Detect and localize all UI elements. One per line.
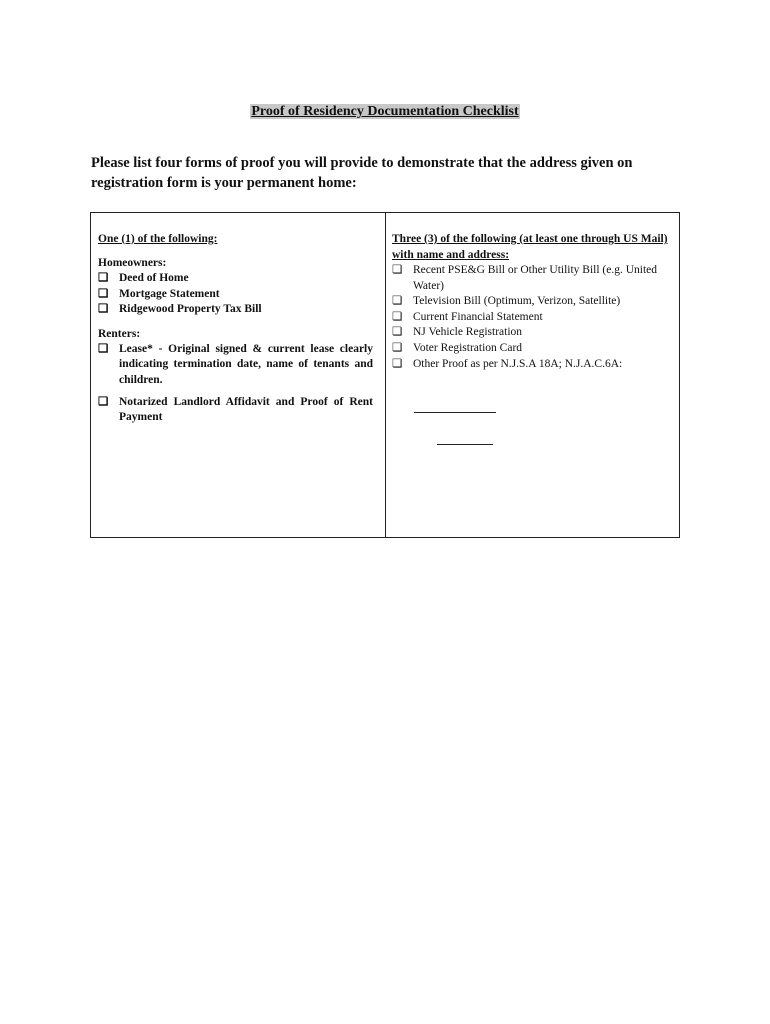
list-item[interactable] [392,294,672,310]
checkbox-icon[interactable]: ❏ [392,295,403,308]
list-item[interactable] [98,395,373,426]
intro-text: Please list four forms of proof you will provide to demonstrate that the address given on registration form is your permanent home: [91,155,633,191]
checkbox-icon[interactable]: ❏ [392,310,403,323]
list-item[interactable] [98,287,373,303]
list-item[interactable] [392,325,672,341]
other-proof-blank-line-2[interactable] [437,444,493,445]
checklist-table [90,212,680,538]
document-title: Proof of Residency Documentation Checklist [251,104,519,119]
item-label: Voter Registration Card [413,341,523,354]
item-label: Ridgewood Property Tax Bill [119,303,262,316]
item-label: Notarized Landlord Affidavit and Proof of Rent Payment [119,395,373,424]
list-item[interactable] [98,271,373,287]
left-column [98,231,373,426]
list-item[interactable] [392,263,672,294]
checkbox-icon[interactable]: ❏ [392,326,403,339]
item-label: Current Financial Statement [413,310,543,323]
homeowners-label: Homeowners: [98,257,167,269]
right-column [392,231,672,372]
column-divider [385,213,386,537]
checkbox-icon[interactable]: ❏ [98,287,109,300]
document-title-wrap [0,102,770,120]
checkbox-icon[interactable]: ❏ [98,395,109,408]
item-label: Lease* - Original signed & current lease clearly indicating termination date, name of tenants and children. [119,342,373,386]
checkbox-icon[interactable]: ❏ [392,341,403,354]
item-label: Other Proof as per N.J.S.A 18A; N.J.A.C.6A: [413,357,623,370]
item-label: Recent PSE&G Bill or Other Utility Bill (e.g. United Water) [413,264,658,292]
other-proof-blank-line[interactable] [414,412,496,413]
renters-label: Renters: [98,327,141,340]
list-item[interactable] [392,357,672,373]
renter-list [98,342,373,426]
list-item[interactable] [392,310,672,326]
homeowner-list [98,271,373,318]
list-item[interactable] [98,342,373,389]
item-label: Television Bill (Optimum, Verizon, Satellite) [413,295,621,308]
proof-list [392,263,672,372]
checkbox-icon[interactable]: ❏ [98,303,109,316]
item-label: NJ Vehicle Registration [413,326,523,339]
checkbox-icon[interactable]: ❏ [392,357,403,370]
checkbox-icon[interactable]: ❏ [392,264,403,276]
item-label: Deed of Home [119,272,189,284]
checkbox-icon[interactable]: ❏ [98,342,109,355]
list-item[interactable] [98,302,373,318]
list-item[interactable] [392,341,672,357]
left-column-header: One (1) of the following: [98,233,218,245]
item-label: Mortgage Statement [119,287,220,300]
right-column-header: Three (3) of the following (at least one through US Mail) with name and address: [392,233,668,261]
checkbox-icon[interactable]: ❏ [98,272,109,284]
